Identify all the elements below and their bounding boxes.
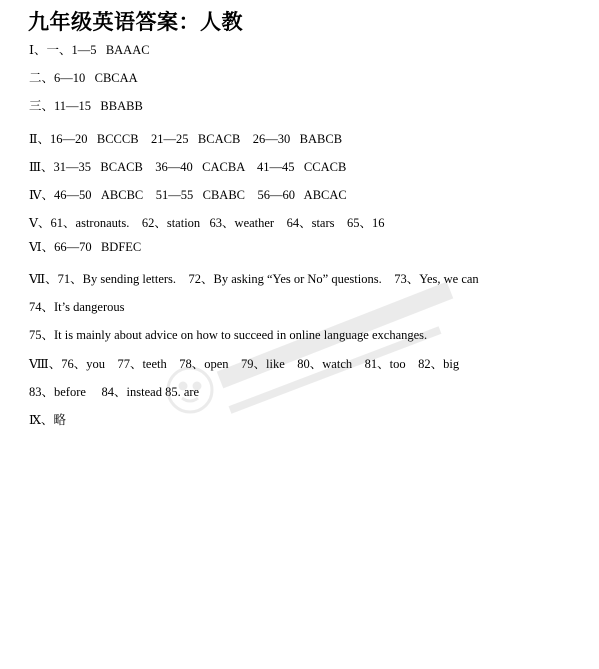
answer-line-9: Ⅶ、71、By sending letters. 72、By asking “Yes or No” questions. 73、Yes, we can <box>29 272 479 286</box>
answer-line-8: Ⅵ、66—70 BDFEC <box>29 240 142 254</box>
answer-line-10: 74、It’s dangerous <box>29 300 125 314</box>
page-title: 九年级英语答案：人教 <box>28 10 243 34</box>
answer-line-12: Ⅷ、76、you 77、teeth 78、open 79、like 80、watch 81、too 82、big <box>29 357 460 371</box>
answer-line-1: Ⅰ、一、1—5 BAAAC <box>29 43 150 57</box>
answer-line-5: Ⅲ、31—35 BCACB 36—40 CACBA 41—45 CCACB <box>29 160 347 174</box>
answer-line-4: Ⅱ、16—20 BCCCB 21—25 BCACB 26—30 BABCB <box>29 132 343 146</box>
answer-line-3: 三、11—15 BBABB <box>29 99 143 113</box>
answer-line-14: Ⅸ、略 <box>29 413 67 427</box>
answer-line-13: 83、before 84、instead 85. are <box>29 385 200 399</box>
answer-line-11: 75、It is mainly about advice on how to succeed in online language exchanges. <box>29 328 428 342</box>
answer-line-2: 二、6—10 CBCAA <box>29 71 138 85</box>
answer-line-6: Ⅳ、46—50 ABCBC 51—55 CBABC 56—60 ABCAC <box>29 188 347 202</box>
answer-line-7: Ⅴ、61、astronauts. 62、station 63、weather 64、stars 65、16 <box>29 216 385 230</box>
